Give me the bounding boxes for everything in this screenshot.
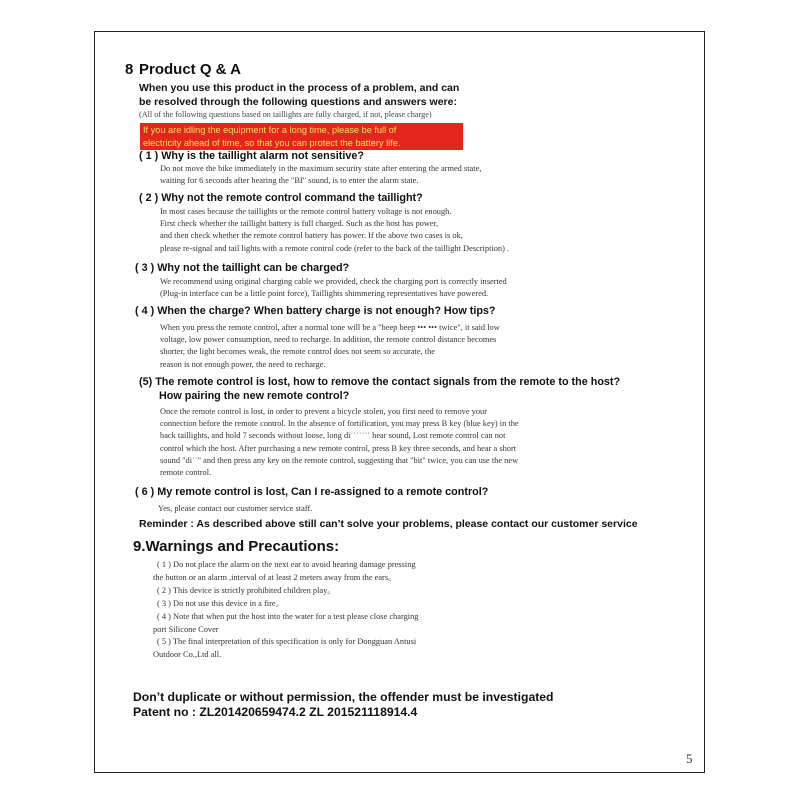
answer-line: In most cases because the taillights or the remote control battery voltage is not enough.: [160, 207, 452, 216]
answer-line: When you press the remote control, after a normal tone will be a "beep beep ••• ••• twice", it said low: [160, 323, 500, 332]
answer-line: back taillights, and hold 7 seconds without loose, long di˙˙˙˙˙˙˙ hear sound, Lost remote control can not: [160, 431, 506, 441]
warning-item: Outdoor Co.,Ltd all.: [153, 650, 222, 660]
answer-1: [160, 163, 481, 187]
question-1: ( 1 ) Why is the taillight alarm not sensitive?: [139, 150, 364, 162]
answer-line: remote control.: [160, 468, 212, 478]
question-5-line-2: How pairing the new remote control?: [159, 390, 350, 402]
warning-item: ( 1 ) Do not place the alarm on the next ear to avoid hearing damage pressing: [157, 560, 416, 569]
intro-line-1: When you use this product in the process of a problem, and can: [139, 82, 460, 94]
intro-line-2: be resolved through the following questions and answers were:: [139, 96, 457, 108]
answer-line: connection before the remote control. In the absence of fortification, you may press B key (blue key) in the: [160, 419, 519, 429]
answer-line: Yes, please contact our customer service staff.: [158, 504, 313, 513]
warning-item: ( 4 ) Note that when put the host into the water for a test please close charging: [157, 611, 419, 621]
charge-note: (All of the following questions based on taillights are fully charged, if not, please charge): [139, 110, 432, 119]
answer-line: First check whether the taillight battery is full charged. Such as the host has power,: [160, 219, 439, 229]
question-4: ( 4 ) When the charge? When battery charge is not enough? How tips?: [135, 305, 496, 317]
answer-line: control which the host. After purchasing a new remote control, press B key three seconds, and hear a short: [160, 443, 517, 453]
warnings-list: [153, 559, 419, 662]
warning-item: the button or an alarm ,interval of at least 2 meters away from the ears。: [153, 572, 397, 582]
answer-4: [160, 322, 500, 371]
highlight-line-1: If you are idling the equipment for a long time, please be full of: [143, 125, 397, 135]
answer-line: Once the remote control is lost, in order to prevent a bicycle stolen, you first need to remove your: [160, 407, 487, 416]
answer-line: please re-signal and tail lights with a remote control code (refer to the back of the taillight Description) .: [160, 243, 510, 253]
reminder: Reminder : As described above still can’t solve your problems, please contact our customer service: [139, 518, 638, 530]
answer-line: (Plug-in interface can be a little point force), Taillights shimmering representatives have powered.: [160, 289, 489, 299]
warning-item: ( 2 ) This device is strictly prohibited children play。: [157, 585, 336, 595]
answer-6: [158, 503, 312, 515]
answer-2: [160, 206, 509, 255]
question-3: ( 3 ) Why not the taillight can be charged?: [135, 262, 350, 274]
patent-numbers: Patent no : ZL201420659474.2 ZL 201521118914.4: [133, 705, 418, 719]
copyright-notice: Don’t duplicate or without permission, the offender must be investigated: [133, 690, 554, 704]
answer-line: Do not move the bike immediately in the maximum security state after entering the armed state,: [160, 164, 482, 173]
section-number: 8: [125, 61, 134, 78]
answer-line: sound "di˙˙" and then press any key on the remote control, suggesting that "bit" twice, you can use the new: [160, 455, 519, 465]
question-5: (5) The remote control is lost, how to remove the contact signals from the remote to the host?: [139, 376, 621, 388]
warning-item: ( 5 ) The final interpretation of this specification is only for Dongguan Antusi: [157, 637, 417, 647]
highlight-warning: [140, 123, 463, 150]
page-number: 5: [686, 751, 693, 766]
answer-line: voltage, low power consumption, need to recharge. In addition, the remote control distance becomes: [160, 335, 497, 345]
highlight-line-2: electricity ahead of time, so that you can protect the battery life.: [143, 138, 401, 148]
question-2: ( 2 ) Why not the remote control command the taillight?: [139, 192, 423, 204]
answer-3: [160, 276, 507, 300]
question-6: ( 6 ) My remote control is lost, Can I re-assigned to a remote control?: [135, 486, 489, 498]
answer-5: [160, 406, 519, 479]
section9-title: 9.Warnings and Precautions:: [133, 538, 340, 555]
answer-line: We recommend using original charging cable we provided, check the charging port is correctly inserted: [160, 277, 507, 286]
answer-line: and then check whether the remote control battery has power. If the above two cases is ok,: [160, 231, 463, 241]
warning-item: ( 3 ) Do not use this device in a fire。: [157, 598, 284, 608]
answer-line: shorter, the light becomes weak, the remote control does not seem so accurate, the: [160, 347, 436, 357]
answer-line: reason is not enough power, the need to recharge.: [160, 359, 326, 369]
warning-item: port Silicone Cover: [153, 624, 219, 634]
answer-line: waiting for 6 seconds after hearing the "BI" sound, is to enter the alarm state.: [160, 176, 419, 186]
section-title: Product Q & A: [139, 61, 241, 78]
